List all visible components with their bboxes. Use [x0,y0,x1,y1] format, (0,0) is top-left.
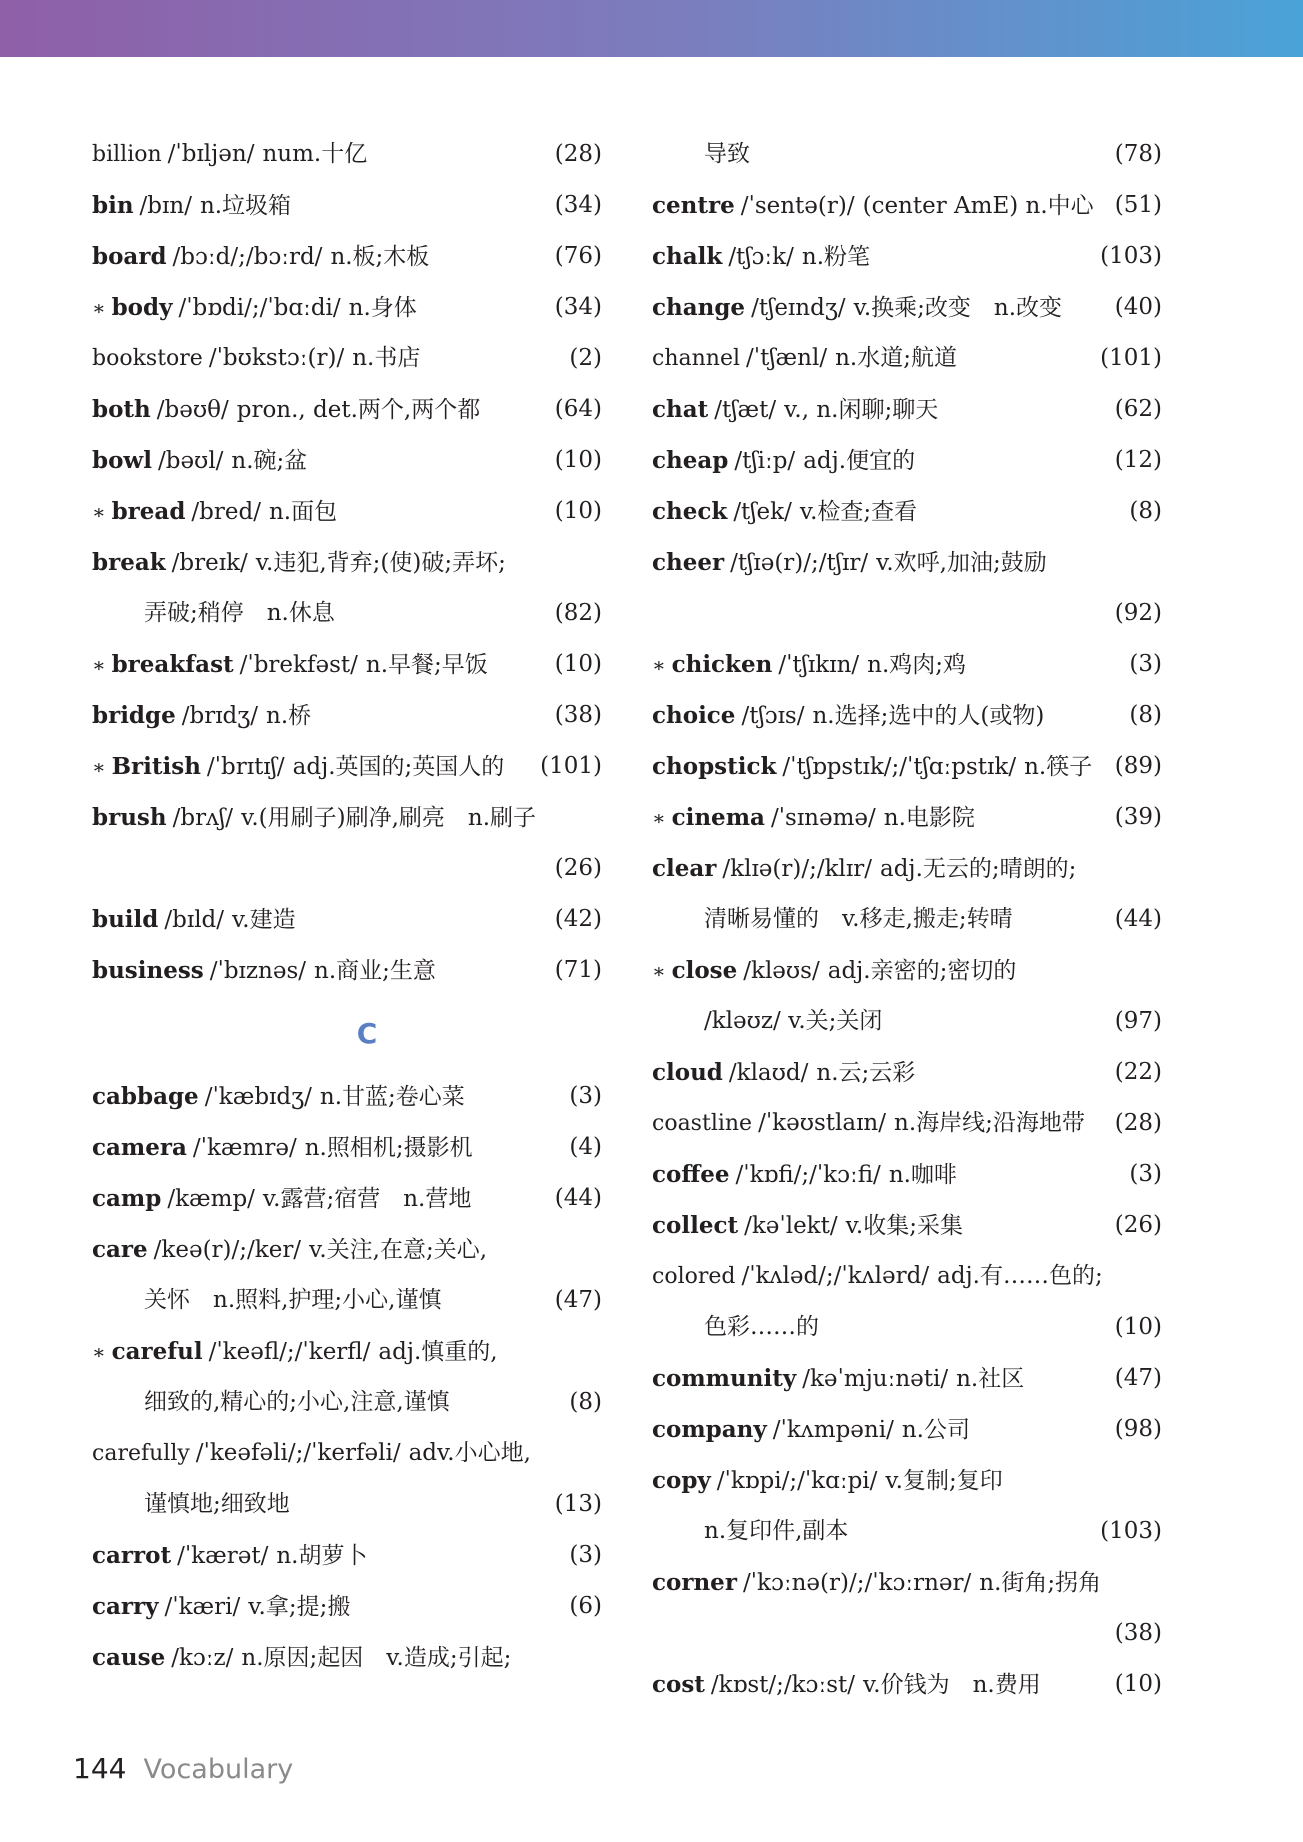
page-reference: (40) [1114,294,1162,320]
headword: billion [92,142,162,167]
page-reference: (92) [1114,600,1162,626]
phonetic: /ˈsentə(r)/ [740,193,855,219]
vocab-entry [92,690,602,741]
definition: n.原因;起因 v.造成;引起; [241,1645,512,1671]
definition: adj.慎重的, [378,1339,498,1365]
page-reference: (78) [1114,141,1162,167]
definition: v.收集;采集 [845,1213,963,1239]
page-reference: (2) [569,345,602,371]
definition: n.身体 [348,295,417,321]
page-reference: (71) [554,957,602,983]
vocab-entry [92,537,602,588]
phonetic: /ˈkəʊstlaɪn/ [758,1110,886,1136]
entry-continuation [92,588,602,639]
star-icon: ∗ [92,755,106,779]
page-reference: (89) [1114,753,1162,779]
definition: (center AmE) n.中心 [862,193,1094,219]
definition: n.早餐;早饭 [365,652,488,678]
phonetic: /tʃæt/ [714,397,777,423]
entry-continuation-text: 谨慎地;细致地 [144,1491,290,1517]
entry-continuation-text: n.复印件,副本 [704,1518,849,1544]
headword: carrot [92,1542,172,1569]
phonetic: /ˈbɪljən/ [167,141,255,167]
definition: n.咖啡 [888,1162,957,1188]
vocab-entry [652,741,1162,792]
headword: copy [652,1467,711,1494]
definition: v.拿;提;搬 [248,1594,351,1620]
page-reference: (82) [554,600,602,626]
headword: carry [92,1593,159,1620]
definition: adv.小心地, [408,1440,531,1466]
phonetic: /ˈbrɪtɪʃ/ [206,754,285,780]
vocab-entry [652,384,1162,435]
headword: bin [92,192,134,219]
headword: coastline [652,1111,753,1136]
phonetic: /ˈkɔːnə(r)/;/ˈkɔːrnər/ [742,1570,972,1596]
headword: choice [652,702,736,729]
vocab-entry [652,1200,1162,1251]
headword: break [92,549,166,576]
page-reference: (47) [1114,1365,1162,1391]
definition: num.十亿 [262,141,368,167]
entries-b [92,129,602,996]
page-reference: (10) [554,447,602,473]
page-reference: (38) [1114,1620,1162,1646]
vocab-entry [92,792,602,843]
page-reference: (103) [1100,1518,1162,1544]
phonetic: /ˈkæri/ [164,1594,241,1620]
definition: v.复制;复印 [885,1468,1003,1494]
phonetic: /ˈkeəfl/;/ˈkerfl/ [208,1339,371,1365]
page-reference: (12) [1114,447,1162,473]
page-reference: (8) [1129,702,1162,728]
phonetic: /ˈkɒfi/;/ˈkɔːfi/ [735,1162,881,1188]
vocab-entry [92,333,602,384]
definition: n.甘蓝;卷心菜 [319,1084,465,1110]
phonetic: /tʃek/ [733,499,792,525]
entry-continuation-text: 关怀 n.照料,护理;小心,谨慎 [144,1287,442,1313]
headword: bridge [92,702,176,729]
headword: colored [652,1264,736,1289]
phonetic: /bred/ [191,499,261,525]
vocab-entry [92,1173,602,1224]
entry-continuation [652,129,1162,180]
headword: clear [652,855,717,882]
entry-continuation-text: /kləʊz/ v.关;关闭 [704,1008,883,1034]
phonetic: /bɪn/ [139,193,192,219]
header-gradient-band [0,0,1303,57]
headword: community [652,1365,797,1392]
vocab-entry [652,333,1162,384]
vocab-entry [92,945,602,996]
vocab-entry [92,741,602,792]
vocab-entry [92,639,602,690]
vocab-entry [92,1581,602,1632]
phonetic: /ˈtʃɒpstɪk/;/ˈtʃɑːpstɪk/ [782,754,1017,780]
phonetic: /kæmp/ [167,1186,255,1212]
definition: n.筷子 [1024,754,1093,780]
entry-continuation [652,588,1162,639]
definition: n.商业;生意 [314,958,436,984]
phonetic: /klɪə(r)/;/klɪr/ [722,856,872,882]
vocab-entry [92,1326,602,1377]
phonetic: /tʃɔɪs/ [741,703,805,729]
vocab-entry [652,231,1162,282]
phonetic: /tʃiːp/ [734,448,796,474]
page-reference: (97) [1114,1008,1162,1034]
definition: adj.无云的;晴朗的; [880,856,1077,882]
phonetic: /ˈkɒpi/;/ˈkɑːpi/ [716,1468,878,1494]
definition: n.胡萝卜 [276,1543,368,1569]
definition: adj.有……色的; [937,1263,1103,1289]
entry-continuation [92,1275,602,1326]
headword: chalk [652,243,723,270]
entry-continuation-text: 细致的,精心的;小心,注意,谨慎 [144,1389,450,1415]
definition: n.碗;盆 [231,448,308,474]
headword: centre [652,192,735,219]
page-reference: (10) [1114,1671,1162,1697]
page-reference: (51) [1114,192,1162,218]
page-reference: (10) [554,498,602,524]
vocab-entry [92,1071,602,1122]
entry-continuation-text: 弄破;稍停 n.休息 [144,600,335,626]
headword: close [671,957,738,984]
definition: v.建造 [232,907,296,933]
definition: v.检查;查看 [799,499,918,525]
definition: n.街角;拐角 [979,1570,1102,1596]
phonetic: /ˈtʃɪkɪn/ [778,652,860,678]
headword: bowl [92,447,152,474]
headword: camp [92,1185,162,1212]
vocab-entry [92,180,602,231]
page-reference: (44) [554,1185,602,1211]
phonetic: /ˈkærət/ [177,1543,269,1569]
page-reference: (4) [569,1134,602,1160]
phonetic: /brɪdʒ/ [181,703,259,729]
page-reference: (47) [554,1287,602,1313]
entry-continuation-text: 导致 [704,141,750,167]
definition: v.违犯,背弃;(使)破;弄坏; [255,550,506,576]
vocab-entry [92,129,602,180]
headword: cause [92,1644,166,1671]
phonetic: /kəˈmjuːnəti/ [802,1366,949,1392]
headword: check [652,498,728,525]
vocab-entry [652,945,1162,996]
vocab-entry [92,1632,602,1683]
entry-continuation [92,843,602,894]
page-reference: (64) [554,396,602,422]
entry-continuation [652,1302,1162,1353]
vocab-entry [652,180,1162,231]
definition: n.水道;航道 [835,345,957,371]
definition: n.板;木板 [330,244,430,270]
definition: adj.英国的;英国人的 [292,754,505,780]
entry-continuation-text: 清晰易懂的 v.移走,搬走;转晴 [704,906,1013,932]
vocab-entry [652,1404,1162,1455]
definition: n.粉笔 [801,244,870,270]
entry-continuation-text: 色彩……的 [704,1314,819,1340]
vocab-entry [92,486,602,537]
page-reference: (103) [1100,243,1162,269]
phonetic: /kɔːz/ [171,1645,234,1671]
vocab-entry [92,1428,602,1479]
entries-c-left [92,1071,602,1683]
vocab-entry [92,1530,602,1581]
phonetic: /kləʊs/ [743,958,820,984]
vocab-entry [652,843,1162,894]
headword: board [92,243,167,270]
definition: n.选择;选中的人(或物) [812,703,1045,729]
headword: careful [111,1338,203,1365]
vocab-entry [652,282,1162,333]
vocab-entry [652,537,1162,588]
phonetic: /kəˈlekt/ [744,1213,838,1239]
phonetic: /kɒst/;/kɔːst/ [710,1672,855,1698]
phonetic: /ˈtʃænl/ [746,345,828,371]
vocab-entry [652,1149,1162,1200]
phonetic: /ˈbɒdi/;/ˈbɑːdi/ [178,295,341,321]
headword: coffee [652,1161,730,1188]
definition: n.海岸线;沿海地带 [894,1110,1085,1136]
headword: care [92,1236,148,1263]
headword: build [92,906,159,933]
phonetic: /tʃɪə(r)/;/tʃɪr/ [730,550,869,576]
definition: v.露营;宿营 n.营地 [262,1186,472,1212]
page-reference: (3) [1129,1161,1162,1187]
headword: carefully [92,1441,190,1466]
vocab-entry [652,1557,1162,1608]
vocab-entry [652,639,1162,690]
entry-continuation [652,996,1162,1047]
phonetic: /ˈkæbɪdʒ/ [204,1084,312,1110]
headword: cost [652,1671,705,1698]
headword: cheer [652,549,725,576]
phonetic: /ˈkʌləd/;/ˈkʌlərd/ [741,1263,930,1289]
page-reference: (26) [1114,1212,1162,1238]
phonetic: /ˈbrekfəst/ [239,652,358,678]
definition: n.照相机;摄影机 [304,1135,473,1161]
headword: both [92,396,151,423]
vocab-entry [92,231,602,282]
definition: n.公司 [901,1417,970,1443]
entries-c-right [652,129,1162,1710]
page-reference: (44) [1114,906,1162,932]
phonetic: /brʌʃ/ [172,805,234,831]
definition: v.换乘;改变 n.改变 [853,295,1063,321]
star-icon: ∗ [92,296,106,320]
phonetic: /ˈbʊkstɔː(r)/ [208,345,345,371]
definition: v.(用刷子)刷净,刷亮 n.刷子 [241,805,537,831]
vocab-entry [92,384,602,435]
star-icon: ∗ [652,806,666,830]
phonetic: /bɔːd/;/bɔːrd/ [172,244,323,270]
entry-continuation [92,1377,602,1428]
page-reference: (98) [1114,1416,1162,1442]
headword: change [652,294,746,321]
page-reference: (62) [1114,396,1162,422]
page-footer [73,1752,293,1792]
page-reference: (101) [1100,345,1162,371]
page-reference: (76) [554,243,602,269]
phonetic: /klaʊd/ [728,1060,809,1086]
headword: corner [652,1569,737,1596]
headword: collect [652,1212,739,1239]
page-reference: (34) [554,192,602,218]
right-column [652,129,1162,1710]
page-reference: (3) [1129,651,1162,677]
page-reference: (42) [554,906,602,932]
phonetic: /ˈkæmrə/ [192,1135,297,1161]
entry-continuation [652,1506,1162,1557]
definition: n.云;云彩 [816,1060,916,1086]
headword: chopstick [652,753,777,780]
page-reference: (10) [554,651,602,677]
headword: bread [111,498,186,525]
vocab-entry [652,486,1162,537]
vocab-entry [652,1098,1162,1149]
entry-continuation [652,894,1162,945]
vocab-entry [92,1122,602,1173]
phonetic: /tʃeɪndʒ/ [751,295,846,321]
page-reference: (10) [1114,1314,1162,1340]
page-reference: (28) [1114,1110,1162,1136]
vocab-entry [92,1224,602,1275]
vocab-entry [652,1455,1162,1506]
headword: cloud [652,1059,723,1086]
section-letter: C [356,1017,378,1050]
page-reference: (8) [569,1389,602,1415]
headword: camera [92,1134,187,1161]
definition: n.电影院 [883,805,975,831]
star-icon: ∗ [652,653,666,677]
headword: breakfast [111,651,234,678]
page-reference: (34) [554,294,602,320]
vocab-entry [652,1659,1162,1710]
headword: cinema [671,804,765,831]
page-number: 144 [73,1752,127,1785]
vocab-entry [652,690,1162,741]
vocab-entry [652,1047,1162,1098]
vocab-entry [652,792,1162,843]
page-reference: (38) [554,702,602,728]
vocab-entry [652,435,1162,486]
definition: n.面包 [268,499,338,525]
phonetic: /ˈkeəfəli/;/ˈkerfəli/ [195,1440,401,1466]
phonetic: /bəʊθ/ [156,397,229,423]
headword: British [111,753,201,780]
vocab-entry [92,282,602,333]
footer-label: Vocabulary [143,1754,294,1785]
headword: chicken [671,651,773,678]
headword: bookstore [92,346,203,371]
headword: channel [652,346,740,371]
phonetic: /bɪld/ [164,907,225,933]
page-reference: (26) [554,855,602,881]
definition: v.欢呼,加油;鼓励 [876,550,1047,576]
page-reference: (13) [554,1491,602,1517]
definition: n.书店 [352,345,421,371]
page-reference: (3) [569,1083,602,1109]
headword: cheap [652,447,729,474]
page-reference: (6) [569,1593,602,1619]
phonetic: /keə(r)/;/ker/ [153,1237,302,1263]
vocab-entry [652,1353,1162,1404]
phonetic: /bəʊl/ [157,448,224,474]
page-reference: (28) [554,141,602,167]
left-column [92,129,602,1683]
phonetic: /breɪk/ [171,550,248,576]
page-reference: (39) [1114,804,1162,830]
star-icon: ∗ [92,500,106,524]
headword: business [92,957,204,984]
vocab-entry [652,1251,1162,1302]
definition: v.价钱为 n.费用 [863,1672,1041,1698]
headword: company [652,1416,767,1443]
phonetic: /ˈsɪnəmə/ [770,805,876,831]
entry-continuation [92,1479,602,1530]
definition: v.关注,在意;关心, [309,1237,488,1263]
definition: v., n.闲聊;聊天 [784,397,939,423]
definition: n.桥 [266,703,312,729]
page-reference: (22) [1114,1059,1162,1085]
star-icon: ∗ [92,653,106,677]
definition: n.鸡肉;鸡 [867,652,967,678]
definition: n.垃圾箱 [199,193,292,219]
headword: brush [92,804,167,831]
vocab-entry [92,894,602,945]
definition: adj.便宜的 [803,448,916,474]
headword: cabbage [92,1083,199,1110]
page-reference: (8) [1129,498,1162,524]
star-icon: ∗ [92,1340,106,1364]
headword: chat [652,396,709,423]
headword: body [111,294,173,321]
phonetic: /tʃɔːk/ [728,244,794,270]
star-icon: ∗ [652,959,666,983]
phonetic: /ˈkʌmpəni/ [772,1417,894,1443]
page-reference: (101) [540,753,602,779]
definition: n.社区 [956,1366,1025,1392]
page-reference: (3) [569,1542,602,1568]
vocab-entry [92,435,602,486]
entry-continuation [652,1608,1162,1659]
definition: adj.亲密的;密切的 [827,958,1017,984]
phonetic: /ˈbɪznəs/ [209,958,306,984]
definition: pron., det.两个,两个都 [236,397,481,423]
